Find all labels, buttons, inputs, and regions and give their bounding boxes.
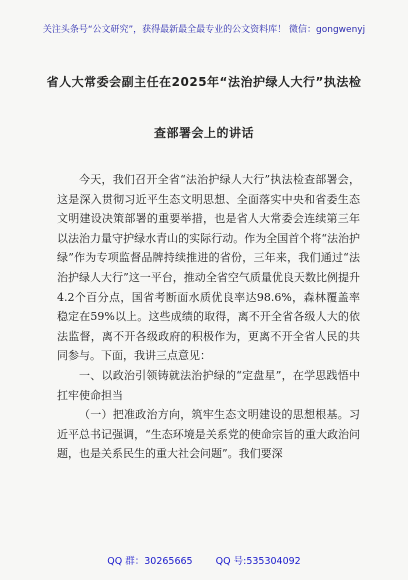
footer-contacts bbox=[0, 553, 408, 567]
footer-qq-group: QQ 群：30265665 bbox=[107, 556, 193, 567]
section-heading-1: 一、以政治引领铸就法治护绿的“定盘星”，在学思践悟中扛牢使命担当 bbox=[57, 368, 360, 402]
paragraph-intro: 今天，我们召开全省“法治护绿人大行”执法检查部署会，这是深入贯彻习近平生态文明思想、全面落实中央和省委生态文明建设决策部署的重要举措，也是省人大常委会连续第三年以法治力量守护绿水青山的实际行动。作为全国首个将“法治护绿”作为专项监督品牌持续推进的省份，三年来，我们通过“法治护绿人大行”这一平台，推动全省空气质量优良天数比例提升4.2个百分点，国省考断面水质优良率达98.6%，森林覆盖率稳定在59%以上。这些成绩的取得，离不开全省各级人大的依法监督，离不开各级政府的积极作为，更离不开全省人民的共同参与。下面，我讲三点意见： bbox=[57, 173, 360, 363]
paragraph-point-1: （一）把准政治方向，筑牢生态文明建设的思想根基。习近平总书记强调，“生态环境是关系党的使命宗旨的重大政治问题，也是关系民生的重大社会问题”。我们要深 bbox=[57, 408, 360, 461]
document-title-line-1: 省人大常委会副主任在2025年“法治护绿人大行”执法检 bbox=[46, 75, 362, 89]
footer-qq-number: QQ 号:535304092 bbox=[215, 556, 301, 567]
document-body bbox=[57, 170, 360, 464]
document-title-line-2: 查部署会上的讲话 bbox=[153, 126, 254, 140]
header-banner: 关注头条号“公文研究”，获得最新最全最专业的公文资料库！ 微信：gongwenyj bbox=[42, 25, 366, 35]
